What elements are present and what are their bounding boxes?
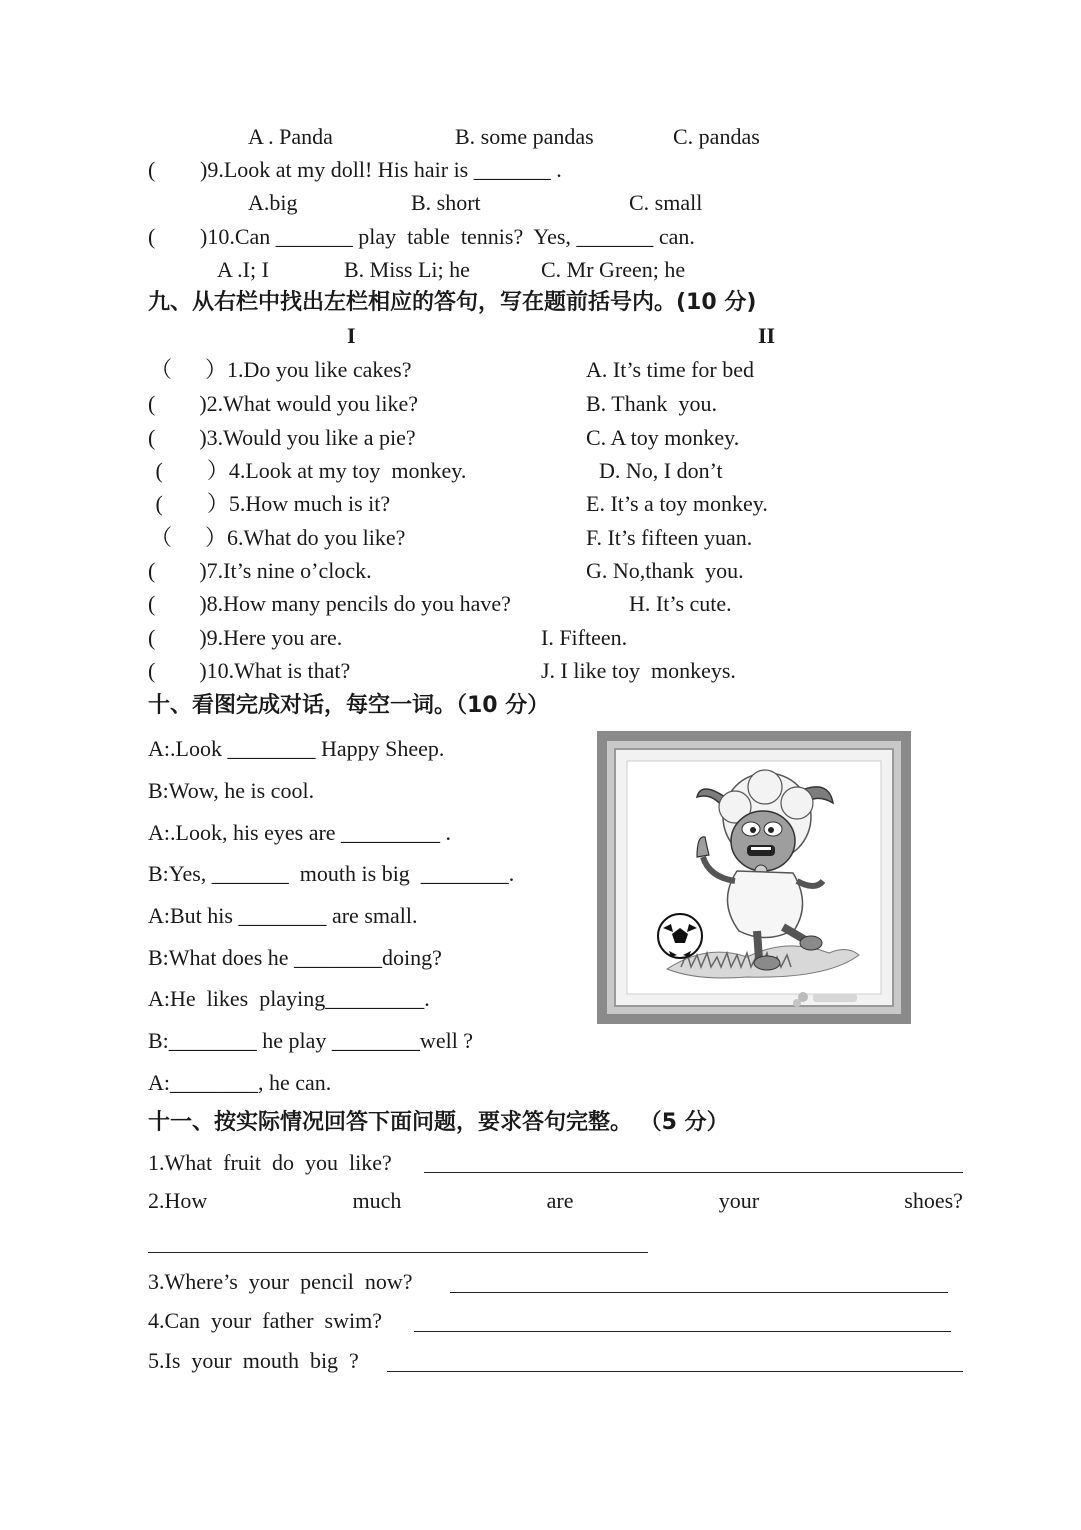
q10-text: )10.Can _______ play table tennis? Yes, _______ can. — [200, 224, 695, 249]
match-left-10: ( )10.What is that? — [148, 658, 351, 683]
match-left-3: ( )3.Would you like a pie? — [148, 425, 416, 450]
match-left-5: ( ）5.How much is it? — [150, 491, 391, 516]
section-9-heading: 九、从右栏中找出左栏相应的答句，写在题前括号内。(10 分) — [148, 290, 757, 315]
match-left-6: （ ）6.What do you like? — [150, 525, 406, 550]
soccer-ball-icon — [658, 914, 702, 958]
column-ii-header: II — [758, 323, 776, 348]
answer-question-5: 5.Is your mouth big ? — [148, 1348, 359, 1373]
answer-question-2 — [148, 1188, 963, 1214]
q8-option-c: C. pandas — [673, 124, 760, 149]
answer-question-1: 1.What fruit do you like? — [148, 1150, 392, 1175]
q10-option-c: C. Mr Green; he — [541, 257, 686, 282]
match-left-9: ( )9.Here you are. — [148, 625, 343, 650]
answer-question-4: 4.Can your father swim? — [148, 1308, 382, 1333]
answer-line-2[interactable] — [148, 1252, 648, 1253]
happy-sheep-picture — [597, 731, 911, 1024]
q2-word-2: much — [352, 1188, 402, 1213]
match-left-8: ( )8.How many pencils do you have? — [148, 591, 511, 616]
answer-line-4[interactable] — [414, 1331, 951, 1332]
match-right-a: A. It’s time for bed — [586, 357, 755, 382]
q2-word-1: 2.How — [148, 1188, 208, 1213]
dialog-line-9: A:________, he can. — [148, 1070, 332, 1095]
q2-word-5: shoes? — [904, 1188, 963, 1213]
match-right-f: F. It’s fifteen yuan. — [586, 525, 753, 550]
column-i-header: I — [347, 323, 356, 348]
q8-option-b: B. some pandas — [455, 124, 594, 149]
q9-option-a: A.big — [248, 190, 298, 215]
match-left-7: ( )7.It’s nine o’clock. — [148, 558, 372, 583]
match-right-i: I. Fifteen. — [541, 625, 628, 650]
dialog-line-7: A:He likes playing_________. — [148, 986, 430, 1011]
q2-word-4: your — [718, 1188, 760, 1213]
q9-paren: ( — [148, 157, 156, 182]
q10-option-b: B. Miss Li; he — [344, 257, 470, 282]
match-left-4: ( ）4.Look at my toy monkey. — [150, 458, 467, 483]
q9-option-b: B. short — [411, 190, 481, 215]
dialog-line-1: A:.Look ________ Happy Sheep. — [148, 736, 445, 761]
answer-question-3: 3.Where’s your pencil now? — [148, 1269, 413, 1294]
q9-option-c: C. small — [629, 190, 703, 215]
section-10-heading: 十、看图完成对话，每空一词。（10 分） — [148, 693, 550, 718]
dialog-line-5: A:But his ________ are small. — [148, 903, 418, 928]
match-right-e: E. It’s a toy monkey. — [586, 491, 768, 516]
match-right-c: C. A toy monkey. — [586, 425, 740, 450]
q9-text: )9.Look at my doll! His hair is _______ . — [200, 157, 562, 182]
dialog-line-8: B:________ he play ________well ? — [148, 1028, 474, 1053]
answer-line-1[interactable] — [424, 1172, 963, 1173]
dialog-line-2: B:Wow, he is cool. — [148, 778, 315, 803]
section-11-heading: 十一、按实际情况回答下面问题，要求答句完整。 （5 分） — [148, 1110, 729, 1135]
answer-line-5[interactable] — [387, 1371, 963, 1372]
dialog-line-3: A:.Look, his eyes are _________ . — [148, 820, 452, 845]
q8-option-a: A . Panda — [248, 124, 333, 149]
match-right-h: H. It’s cute. — [629, 591, 732, 616]
match-left-2: ( )2.What would you like? — [148, 391, 419, 416]
answer-line-3[interactable] — [450, 1292, 948, 1293]
match-right-b: B. Thank you. — [586, 391, 717, 416]
match-right-j: J. I like toy monkeys. — [541, 658, 736, 683]
dialog-line-4: B:Yes, _______ mouth is big ________. — [148, 861, 515, 886]
match-left-1: （ ）1.Do you like cakes? — [150, 357, 412, 382]
match-right-g: G. No,thank you. — [586, 558, 744, 583]
match-right-d: D. No, I don’t — [599, 458, 723, 483]
q2-word-3: are — [546, 1188, 574, 1213]
dialog-line-6: B:What does he ________doing? — [148, 945, 442, 970]
q10-paren: ( — [148, 224, 156, 249]
q10-option-a: A .I; I — [217, 257, 269, 282]
